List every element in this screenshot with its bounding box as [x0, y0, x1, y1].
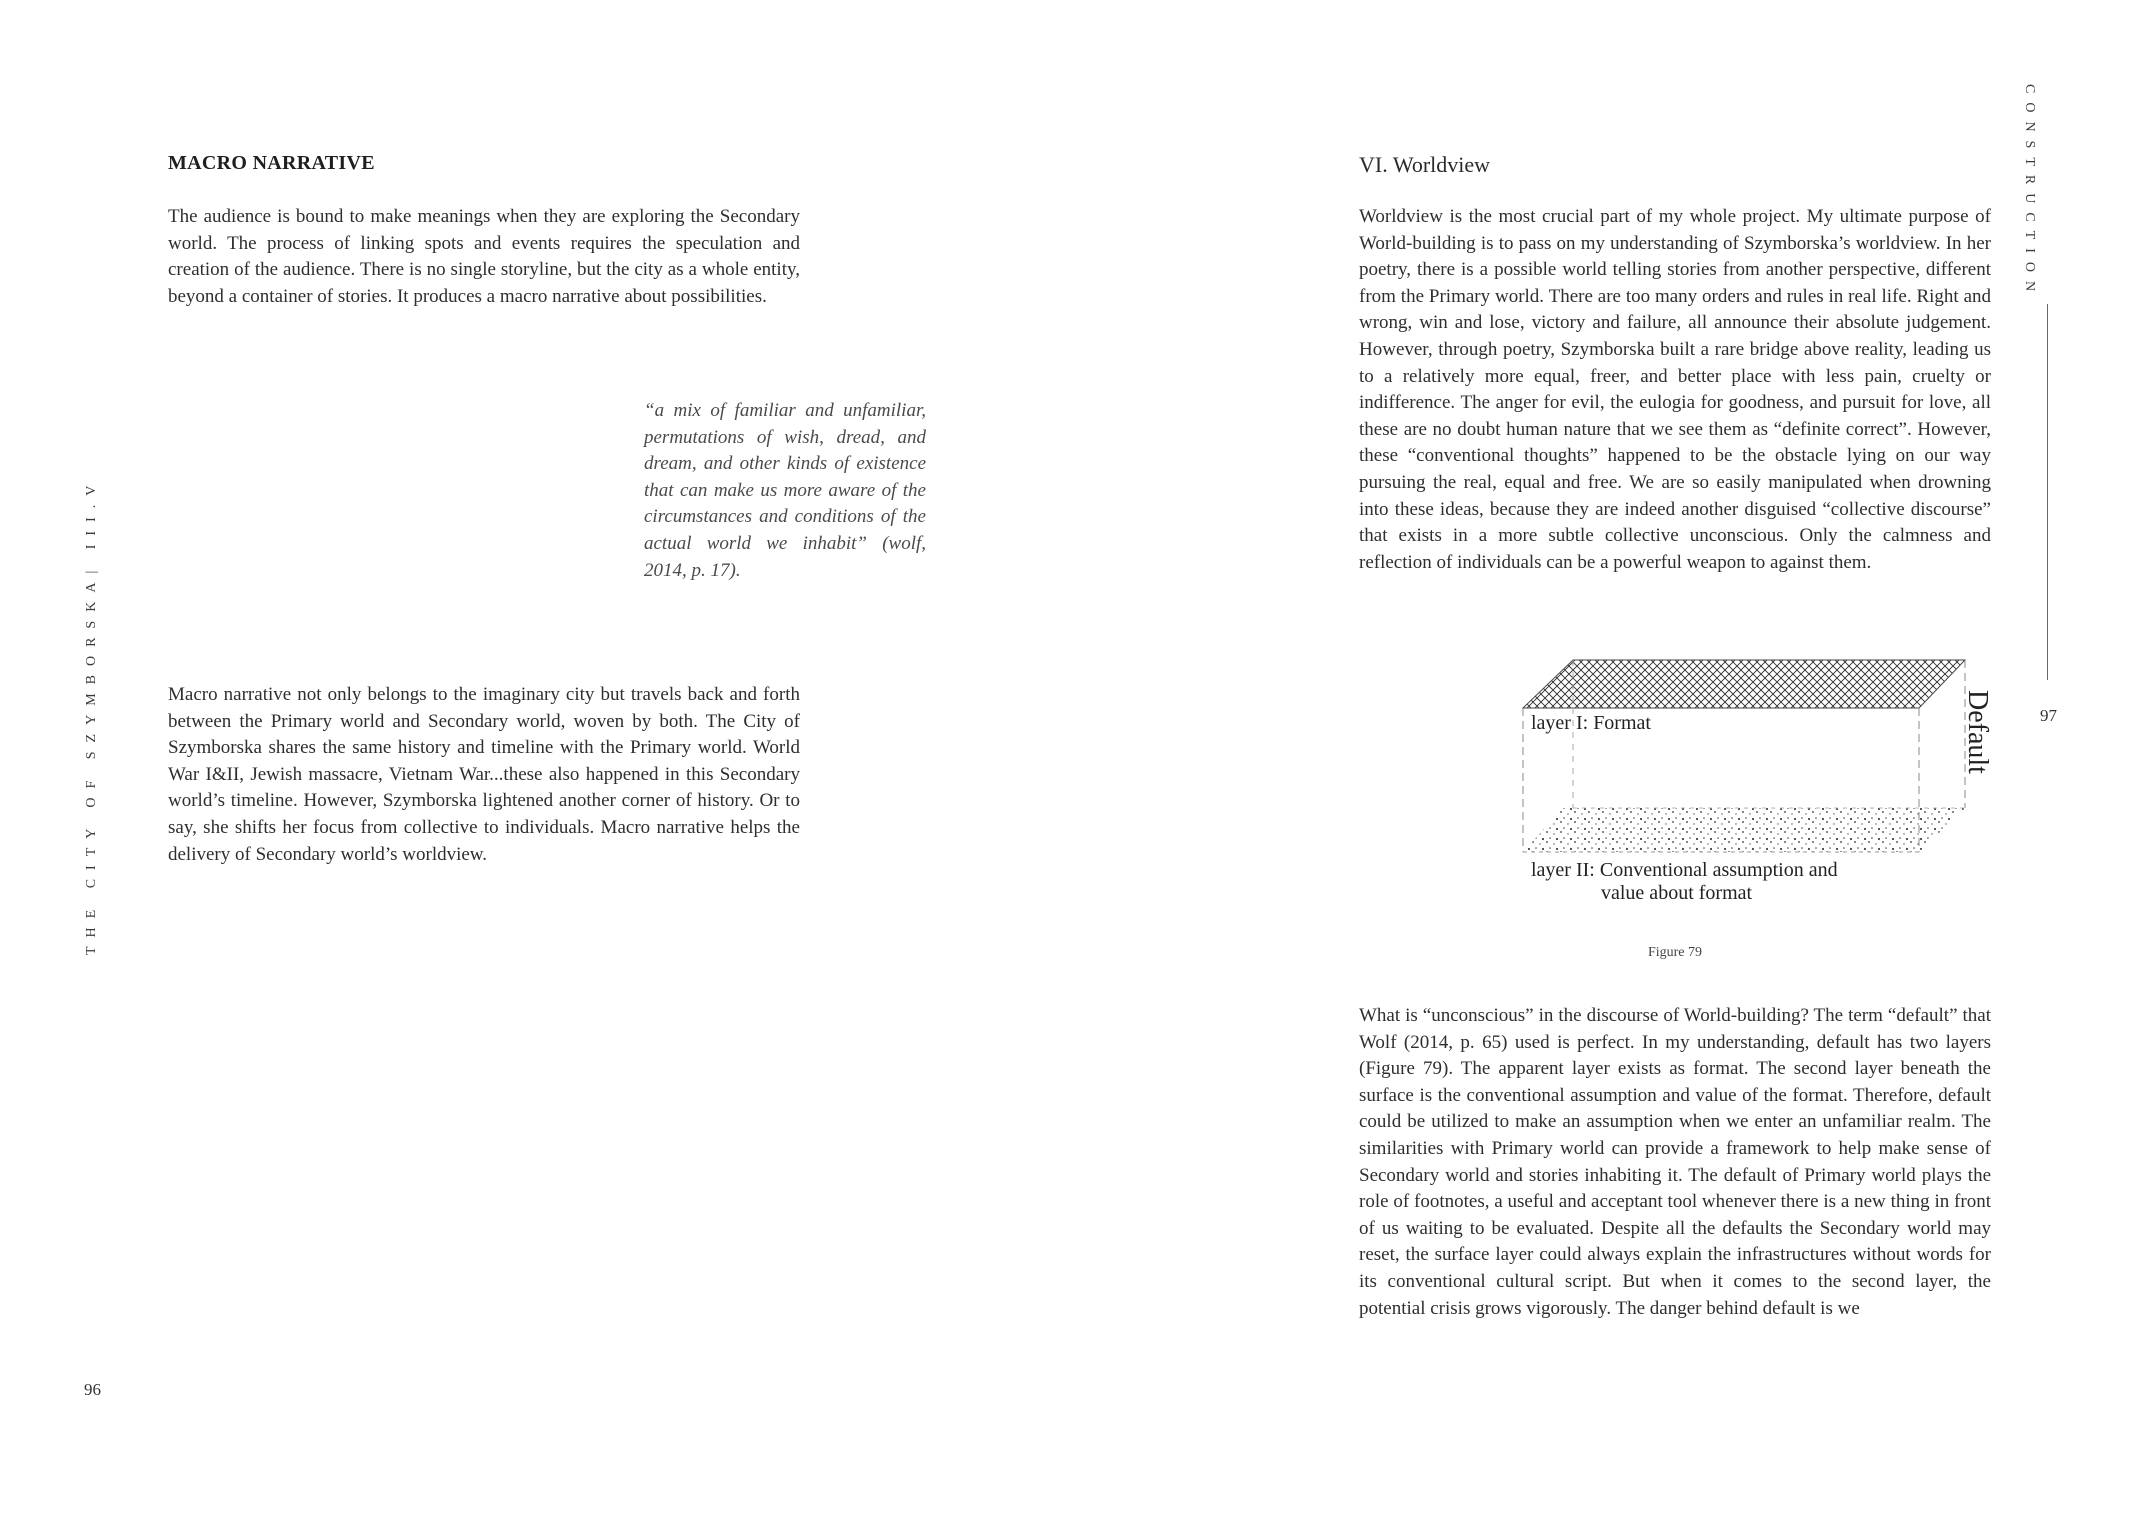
section-heading: MACRO NARRATIVE: [168, 152, 375, 174]
running-head-rule: [2047, 304, 2048, 680]
layer-two-label-continued: value about format: [1601, 882, 1753, 904]
body-paragraph: Worldview is the most crucial part of my whole project. My ultimate purpose of World-building is to pass on my understanding of Szymborska’s worldview. In her poetry, there is a possible world telling stories from another perspective, different from the Primary world. There are too many orders and rules in real life. Right and wrong, win and lose, victory and failure, all announce their absolute judgement. However, through poetry, Szymborska built a rare bridge above reality, leading us to a relatively more equal, freer, and better place with less pain, cruelty or indifference. The anger for evil, the eulogia for goodness, and pursuit for love, all these are no doubt human nature that we see them as “definite correct”. However, these “conventional thoughts” happened to be the obstacle lying on our way pursuing the real, equal and free. We are so easily manipulated when drowning into these ideas, because they are indeed another disguised “collective discourse” that exists in a more subtle collective unconscious. Only the calmness and reflection of individuals can be a powerful weapon to against them.: [1359, 206, 1991, 573]
layer-two-label: layer II: Conventional assumption and: [1531, 859, 1838, 881]
section-heading: VI. Worldview: [1359, 152, 1491, 177]
right-page: [1073, 0, 2146, 1518]
bottom-layer-plane: [1523, 808, 1965, 852]
pull-quote: “a mix of familiar and unfamiliar, permutations of wish, dread, and dream, and other kinds of existence that can make us more aware of the circumstances and conditions of the actual world we inhabit” (wolf, 2014, p. 17).: [644, 400, 926, 581]
figure-caption: Figure 79: [1647, 945, 1703, 960]
page-number: 97: [2040, 706, 2057, 725]
running-head: CONSTRUCTION: [2022, 84, 2037, 301]
layer-one-label: layer I: Format: [1531, 712, 1651, 734]
body-paragraph: Macro narrative not only belongs to the imaginary city but travels back and forth between the Primary world and Secondary world, woven by both. The City of Szymborska shares the same history and timeline with the Primary world. World War I&II, Jewish massacre, Vietnam War...these also happened in this Secondary world’s timeline. However, Szymborska lightened another corner of history. Or to say, she shifts her focus from collective to individuals. Macro narrative helps the delivery of Secondary world’s worldview.: [168, 684, 800, 865]
default-label: Default: [1962, 690, 1993, 774]
body-paragraph: What is “unconscious” in the discourse of World-building? The term “default” that Wolf (2014, p. 65) used is perfect. In my understanding, default has two layers (Figure 79). The apparent layer exists as format. The second layer beneath the surface is the conventional assumption and value of the format. Therefore, default could be utilized to make an assumption when we enter an unfamiliar realm. The similarities with Primary world can provide a framework to help make sense of Secondary world and stories inhabiting it. The default of Primary world plays the role of footnotes, a useful and acceptant tool whenever there is a new thing in front of us waiting to be evaluated. Despite all the defaults the Secondary world may reset, the surface layer could always explain the infrastructures without words for its conventional cultural script. But when it comes to the second layer, the potential crisis grows vigorously. The danger behind default is we: [1359, 1005, 1991, 1319]
top-layer-plane: [1523, 660, 1965, 708]
figure-default-layers: [1433, 650, 2013, 920]
running-head: THE CITY OF SZYMBORSKA| III.V: [84, 476, 99, 955]
body-paragraph: The audience is bound to make meanings when they are exploring the Secondary world. The process of linking spots and events requires the speculation and creation of the audience. There is no single storyline, but the city as a whole entity, beyond a container of stories. It produces a macro narrative about possibilities.: [168, 206, 800, 307]
page-number: 96: [84, 1380, 101, 1399]
